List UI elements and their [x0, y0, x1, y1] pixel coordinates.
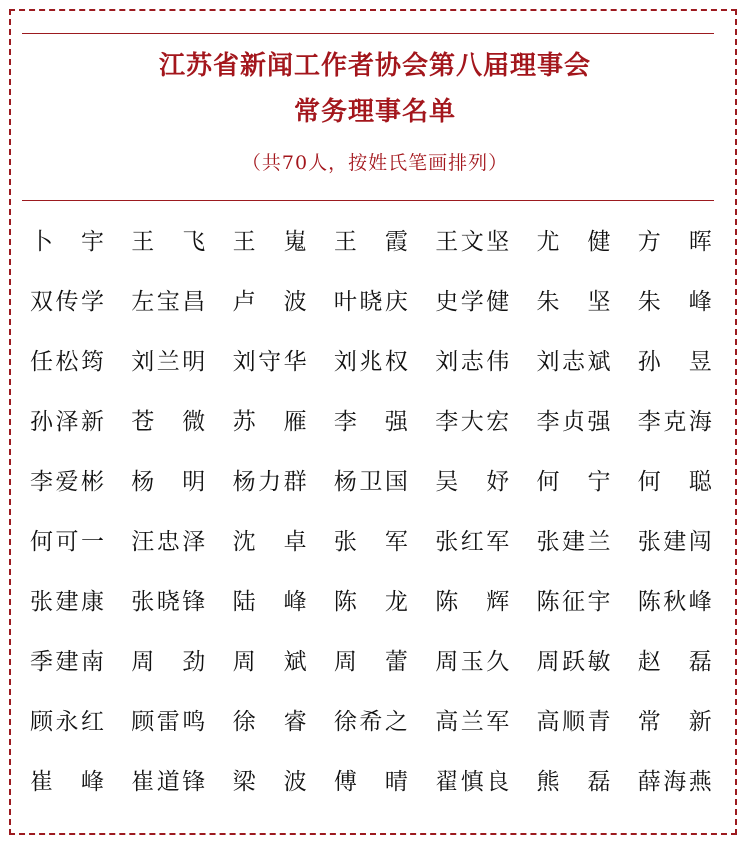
member-name: 徐 睿: [232, 709, 307, 735]
header-divider: [22, 200, 714, 201]
member-name: 周 蕾: [333, 649, 408, 675]
member-name: 张 军: [333, 529, 408, 555]
member-name: 叶 晓 庆: [333, 289, 408, 315]
document-title-line-1: 江苏省新闻工作者协会第八届理事会: [158, 51, 591, 81]
member-name: 陈 征 宇: [536, 589, 611, 615]
name-list: [30, 222, 716, 822]
member-name: 张 建 闯: [637, 529, 712, 555]
member-name: 苏 雁: [232, 409, 307, 435]
member-name: 崔 峰: [30, 769, 104, 795]
member-name: 刘 兰 明: [131, 349, 206, 375]
member-name: 顾 永 红: [30, 709, 104, 735]
member-name: 尤 健: [536, 229, 611, 255]
member-name: 史 学 健: [435, 289, 510, 315]
member-name: 陆 峰: [232, 589, 307, 615]
member-name: 王 嵬: [232, 229, 307, 255]
member-name: 周 跃 敏: [536, 649, 611, 675]
member-name: 卢 波: [232, 289, 307, 315]
member-name: 方 晖: [637, 229, 712, 255]
member-name: 张 建 兰: [536, 529, 611, 555]
member-name: 任 松 筠: [30, 349, 104, 375]
member-name: 卜 宇: [30, 229, 104, 255]
member-name: 朱 峰: [637, 289, 712, 315]
member-name: 周 劲: [131, 649, 206, 675]
member-name: 王 文 坚: [435, 229, 510, 255]
member-name: 杨 力 群: [232, 469, 307, 495]
member-name: 翟 慎 良: [435, 769, 510, 795]
member-name: 王 霞: [333, 229, 408, 255]
member-name: 刘 兆 权: [333, 349, 408, 375]
member-name: 李 爱 彬: [30, 469, 104, 495]
member-name: 李 克 海: [637, 409, 712, 435]
member-name: 杨 卫 国: [333, 469, 408, 495]
member-name: 苍 微: [131, 409, 206, 435]
member-name: 赵 磊: [637, 649, 712, 675]
member-name: 吴 妤: [435, 469, 510, 495]
top-divider: [22, 33, 714, 34]
member-name: 熊 磊: [536, 769, 611, 795]
member-name: 张 建 康: [30, 589, 104, 615]
member-name: 左 宝 昌: [131, 289, 206, 315]
member-name: 常 新: [637, 709, 712, 735]
member-name: 徐 希 之: [333, 709, 408, 735]
member-name: 张 红 军: [435, 529, 510, 555]
member-name: 张 晓 锋: [131, 589, 206, 615]
member-name: 孙 昱: [637, 349, 712, 375]
member-name: 高 顺 青: [536, 709, 611, 735]
member-name: 双 传 学: [30, 289, 104, 315]
member-name: 沈 卓: [232, 529, 307, 555]
member-name: 周 玉 久: [435, 649, 510, 675]
member-name: 李 强: [333, 409, 408, 435]
member-name: 何 聪: [637, 469, 712, 495]
member-name: 王 飞: [131, 229, 206, 255]
member-name: 何 可 一: [30, 529, 104, 555]
document-subtitle: （共70人，按姓氏笔画排列）: [241, 152, 509, 174]
member-name: 陈 辉: [435, 589, 510, 615]
member-name: 杨 明: [131, 469, 206, 495]
member-name: 傅 晴: [333, 769, 408, 795]
member-name: 崔 道 锋: [131, 769, 206, 795]
member-name: 李 大 宏: [435, 409, 510, 435]
member-name: 刘 守 华: [232, 349, 307, 375]
member-name: 周 斌: [232, 649, 307, 675]
member-name: 刘 志 伟: [435, 349, 510, 375]
member-name: 李 贞 强: [536, 409, 611, 435]
document-title-line-2: 常务理事名单: [293, 97, 456, 127]
member-name: 陈 龙: [333, 589, 408, 615]
member-name: 顾 雷 鸣: [131, 709, 206, 735]
member-name: 孙 泽 新: [30, 409, 104, 435]
member-name: 高 兰 军: [435, 709, 510, 735]
member-name: 季 建 南: [30, 649, 104, 675]
member-name: 刘 志 斌: [536, 349, 611, 375]
member-name: 梁 波: [232, 769, 307, 795]
member-name: 陈 秋 峰: [637, 589, 712, 615]
member-name: 汪 忠 泽: [131, 529, 206, 555]
member-name: 朱 坚: [536, 289, 611, 315]
member-name: 薛 海 燕: [637, 769, 712, 795]
member-name: 何 宁: [536, 469, 611, 495]
